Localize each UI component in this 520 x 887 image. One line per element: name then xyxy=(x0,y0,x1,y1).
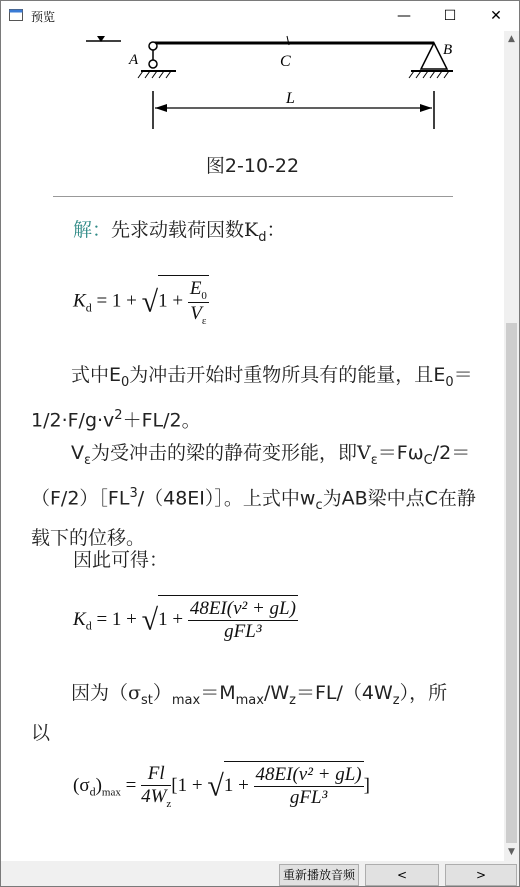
content-pane xyxy=(1,31,504,861)
paragraph-max-stress: 因为$(\sigma_{st})_{max}=M_{max}/W_z=FL/(4W_z)$，所 以 xyxy=(31,682,448,744)
window-title: 预览 xyxy=(31,10,56,24)
bottom-toolbar xyxy=(1,861,519,886)
label-c: C xyxy=(280,53,291,70)
equation-sigma-d: $(\sigma_d)_{max}$ = $\frac{Fl}{4W_z}$ [1 + √1 + $\frac{\text{48EI(v² + gL)}}{\text{gFL³}}$ ] xyxy=(73,761,370,810)
app-icon xyxy=(9,9,23,21)
label-l: L xyxy=(286,90,295,107)
paragraph-energy: 式中$E_0$为冲击开始时重物所具有的能量，且$E_0=1/2\cdot F/g\cdot v^2+FL/2$。 xyxy=(31,364,473,432)
previous-button[interactable]: < xyxy=(365,864,439,886)
scroll-down-icon[interactable]: ▼ xyxy=(508,847,515,857)
label-a: A xyxy=(129,52,139,68)
next-button[interactable]: > xyxy=(445,864,517,886)
solution-intro: 解：先求动载荷因数$K_d$： xyxy=(73,219,286,245)
paragraph-therefore: 因此可得： xyxy=(73,549,169,571)
close-button[interactable]: ✕ xyxy=(490,8,502,24)
figure-caption: 图2-10-22 xyxy=(205,155,300,177)
minimize-button[interactable]: — xyxy=(397,8,411,24)
maximize-button[interactable]: ☐ xyxy=(443,8,457,24)
pin-icon-a xyxy=(149,42,157,50)
scroll-up-icon[interactable]: ▲ xyxy=(508,34,515,44)
roller-icon-a xyxy=(149,60,157,68)
beam-diagram xyxy=(81,31,461,131)
label-b: B xyxy=(443,42,453,58)
paragraph-strain-energy: $V_\varepsilon$为受冲击的梁的静荷变形能，即$V_\varepsilon=F\omega_C/2=(F/2)[FL^3/(48EI)]$。上式中$w_c$为AB梁中点C在静载下的位移。 xyxy=(31,442,476,549)
replay-audio-button[interactable]: 重新播放音频 xyxy=(279,864,359,886)
equation-kd-expanded: $K_d = 1 + √1$ + $\frac{\text{48EI(v² + gL)}}{\text{gFL³}}$ xyxy=(73,595,298,643)
equation-kd: $K_d = 1 + √1$ + $\frac{E_0}{V_\varepsilon}$ xyxy=(73,275,209,327)
title-bar xyxy=(1,1,519,31)
vertical-scrollbar[interactable] xyxy=(504,31,519,861)
scroll-thumb[interactable] xyxy=(506,323,517,843)
divider xyxy=(53,196,453,197)
